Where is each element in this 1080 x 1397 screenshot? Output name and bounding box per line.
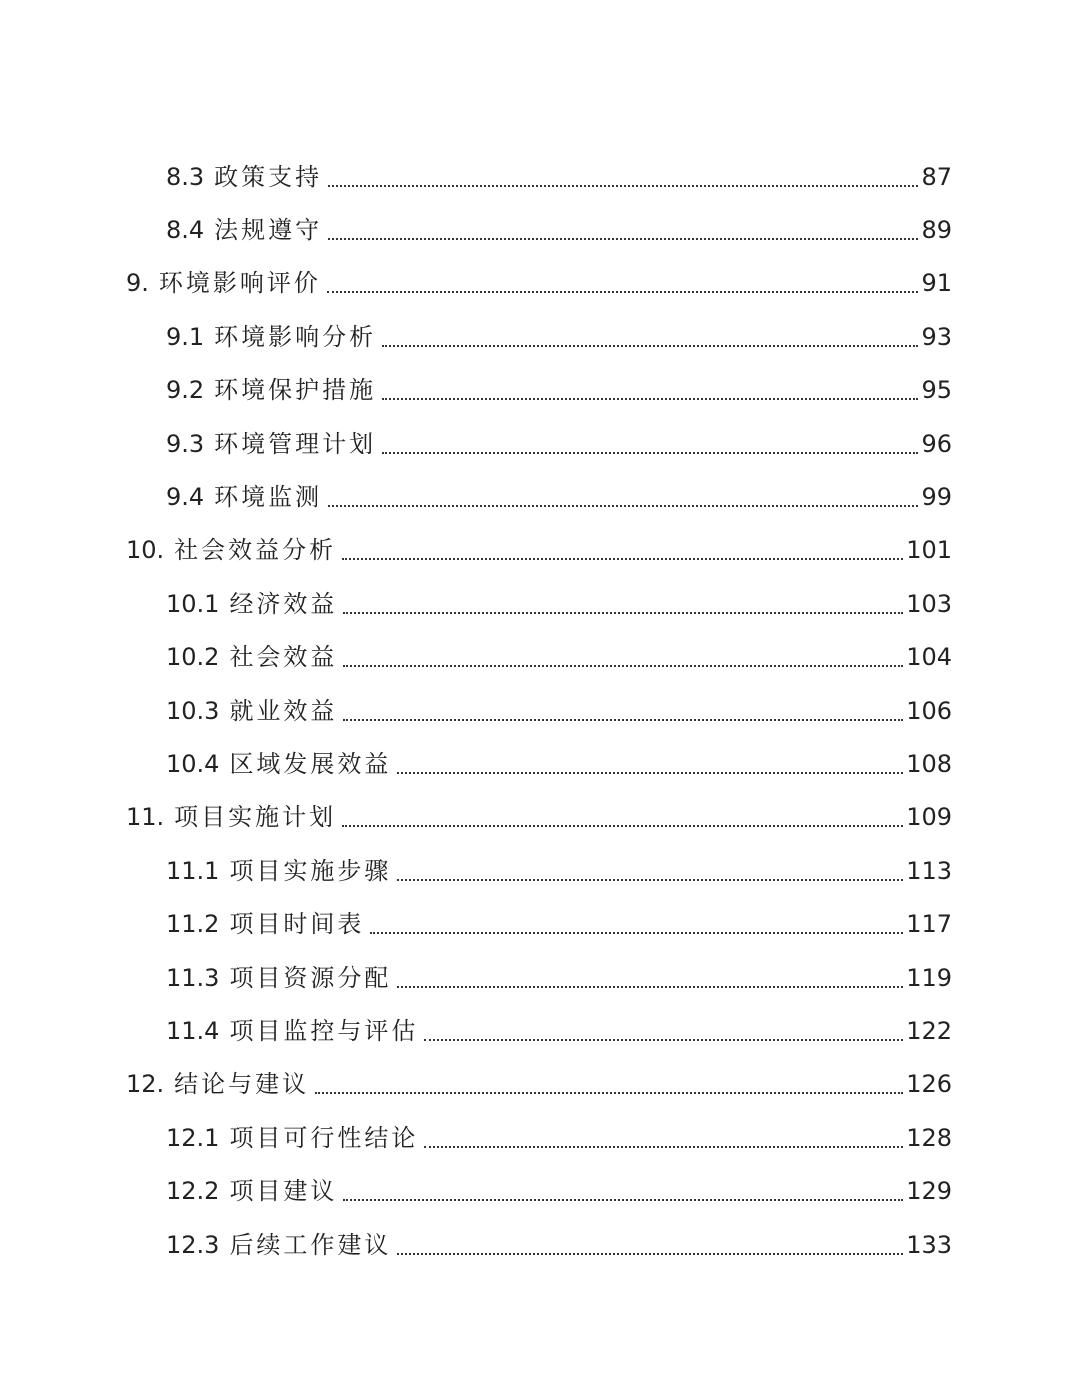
toc-dot-leader [397,879,903,881]
toc-dot-leader [397,772,903,774]
toc-entry-label [126,269,321,298]
toc-entry-page-number: 87 [921,162,952,191]
toc-entry-label [126,803,337,832]
toc-entry[interactable] [0,364,1080,417]
toc-entry-page-number: 108 [906,749,952,778]
toc-entry[interactable] [0,684,1080,737]
toc-entry-page-number: 104 [906,643,952,672]
toc-entry-number: 11. [126,803,165,832]
toc-dot-leader [328,505,918,507]
toc-entry[interactable] [0,524,1080,577]
toc-dot-leader [315,1092,903,1094]
toc-entry-title: 环境影响分析 [214,322,377,351]
toc-entry-title: 环境管理计划 [214,429,377,458]
toc-entry-number: 11.3 [166,963,220,992]
toc-entry[interactable] [0,203,1080,256]
toc-entry-page-number: 95 [921,376,952,405]
toc-entry-number: 10.1 [166,589,220,618]
toc-entry-label [166,696,338,725]
toc-entry-number: 9.2 [166,376,205,405]
toc-entry-number: 9.1 [166,322,205,351]
toc-entry-page-number: 122 [906,1016,952,1045]
toc-entry-title: 结论与建议 [174,1070,310,1099]
toc-entry-page-number: 93 [921,322,952,351]
toc-entry-label [166,1016,419,1045]
toc-entry-page-number: 133 [906,1230,952,1259]
toc-entry-title: 经济效益 [229,589,338,618]
toc-dot-leader [382,452,918,454]
toc-entry-page-number: 106 [906,696,952,725]
toc-entry[interactable] [0,1111,1080,1164]
toc-entry[interactable] [0,417,1080,470]
toc-entry-page-number: 103 [906,589,952,618]
toc-entry-page-number: 91 [921,269,952,298]
toc-entry-title: 项目可行性结论 [229,1123,419,1152]
toc-entry-label [166,910,365,939]
toc-entry[interactable] [0,1004,1080,1057]
toc-dot-leader [328,238,918,240]
toc-dot-leader [342,825,903,827]
toc-entry-page-number: 129 [906,1177,952,1206]
toc-entry-number: 11.2 [166,910,220,939]
toc-dot-leader [328,185,918,187]
toc-entry-label [166,216,323,245]
table-of-contents [0,150,1080,1271]
toc-entry-title: 就业效益 [229,696,338,725]
toc-entry-label [166,162,323,191]
toc-dot-leader [343,612,903,614]
toc-entry-title: 项目时间表 [229,910,365,939]
toc-dot-leader [327,291,919,293]
toc-entry-label [166,643,338,672]
toc-entry[interactable] [0,470,1080,523]
toc-entry-number: 9.4 [166,483,205,512]
toc-entry-label [166,856,392,885]
toc-entry-label [166,963,392,992]
toc-entry[interactable] [0,257,1080,310]
toc-dot-leader [342,558,903,560]
toc-entry-label [166,1177,338,1206]
toc-entry-label [166,1230,392,1259]
toc-entry-title: 项目实施步骤 [229,856,392,885]
toc-entry-number: 11.4 [166,1016,220,1045]
toc-entry-number: 12.1 [166,1123,220,1152]
toc-entry-title: 社会效益分析 [174,536,337,565]
toc-entry-number: 12.2 [166,1177,220,1206]
toc-entry-label [166,322,377,351]
toc-entry-label [126,536,337,565]
toc-entry-page-number: 101 [906,536,952,565]
toc-entry[interactable] [0,951,1080,1004]
toc-dot-leader [370,932,903,934]
toc-entry[interactable] [0,577,1080,630]
toc-entry-number: 11.1 [166,856,220,885]
toc-entry-label [126,1070,310,1099]
toc-entry[interactable] [0,631,1080,684]
toc-entry[interactable] [0,844,1080,897]
toc-entry-title: 后续工作建议 [229,1230,392,1259]
toc-entry-number: 10. [126,536,165,565]
toc-entry-page-number: 89 [921,216,952,245]
toc-entry-page-number: 109 [906,803,952,832]
toc-entry-label [166,429,377,458]
toc-entry-page-number: 119 [906,963,952,992]
toc-entry-label [166,483,323,512]
toc-entry-number: 9.3 [166,429,205,458]
toc-entry[interactable] [0,791,1080,844]
toc-entry-page-number: 96 [921,429,952,458]
toc-entry-number: 12.3 [166,1230,220,1259]
toc-entry-title: 项目资源分配 [229,963,392,992]
toc-entry-page-number: 113 [906,856,952,885]
toc-entry-page-number: 128 [906,1123,952,1152]
toc-dot-leader [424,1039,903,1041]
toc-dot-leader [382,398,918,400]
toc-entry-number: 10.2 [166,643,220,672]
toc-entry-title: 项目建议 [229,1177,338,1206]
toc-entry-title: 法规遵守 [214,216,323,245]
toc-entry[interactable] [0,1164,1080,1217]
toc-entry-label [166,1123,419,1152]
toc-entry-number: 9. [126,269,149,298]
toc-entry-label [166,589,338,618]
toc-entry-page-number: 126 [906,1070,952,1099]
toc-entry[interactable] [0,897,1080,950]
toc-entry[interactable] [0,1058,1080,1111]
toc-dot-leader [343,665,903,667]
toc-dot-leader [343,719,903,721]
toc-entry-title: 区域发展效益 [229,749,392,778]
toc-entry[interactable] [0,310,1080,363]
toc-entry-page-number: 117 [906,910,952,939]
toc-entry-label [166,376,377,405]
toc-entry-number: 8.4 [166,216,205,245]
toc-dot-leader [382,345,918,347]
toc-dot-leader [424,1146,903,1148]
toc-entry-title: 环境影响评价 [158,269,321,298]
toc-entry-title: 社会效益 [229,643,338,672]
toc-entry[interactable] [0,737,1080,790]
toc-entry-title: 环境监测 [214,483,323,512]
toc-dot-leader [343,1199,903,1201]
toc-dot-leader [397,1253,903,1255]
toc-dot-leader [397,986,903,988]
toc-entry-page-number: 99 [921,483,952,512]
toc-entry-title: 环境保护措施 [214,376,377,405]
toc-entry-label [166,749,392,778]
toc-entry-title: 政策支持 [214,162,323,191]
toc-entry[interactable] [0,150,1080,203]
toc-entry-number: 10.3 [166,696,220,725]
toc-entry-title: 项目监控与评估 [229,1016,419,1045]
toc-entry-number: 12. [126,1070,165,1099]
toc-entry-number: 8.3 [166,162,205,191]
toc-entry-title: 项目实施计划 [174,803,337,832]
toc-entry[interactable] [0,1218,1080,1271]
toc-entry-number: 10.4 [166,749,220,778]
